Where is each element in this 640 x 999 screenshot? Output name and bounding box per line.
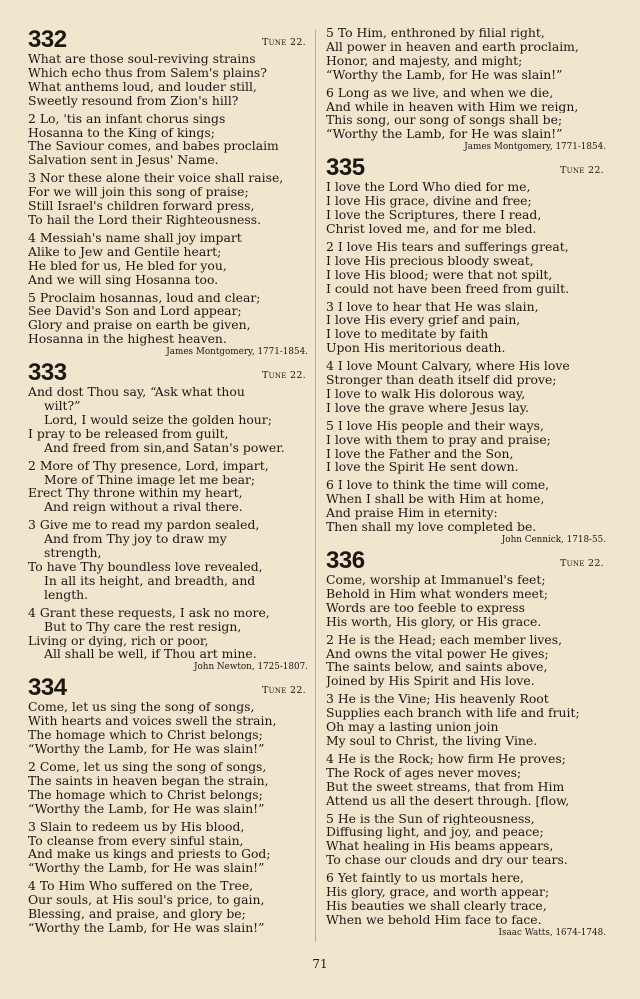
verse: [28, 518, 308, 601]
hymn: [28, 359, 308, 672]
verse-line: I love the Scriptures, there I read,: [326, 208, 542, 222]
verse-line: 6 Yet faintly to us mortals here,: [326, 871, 524, 886]
hymn: [28, 674, 308, 935]
verse-line: Lord, I would seize the golden hour;: [44, 412, 272, 427]
verse-line: And praise Him in eternity:: [326, 506, 498, 521]
tune-label: Tune 22.: [560, 165, 604, 177]
hymn-header: [326, 154, 606, 180]
verse-line: The Rock of ages never moves;: [326, 765, 522, 780]
verse-line: And owns the vital power He gives;: [326, 646, 549, 661]
verse-line: Still Israel's children forward press,: [28, 199, 255, 213]
author-credit: James Montgomery, 1771-1854.: [166, 347, 308, 358]
verse-line: Behold in Him what wonders meet;: [326, 586, 549, 601]
verse-line: Hosanna in the highest heaven.: [28, 332, 227, 347]
verse: [326, 812, 606, 868]
verse-line: All power in heaven and earth proclaim,: [326, 39, 579, 54]
column-divider: [315, 30, 316, 942]
verse: [326, 180, 606, 236]
verse-line: Stronger than death itself did prove;: [326, 373, 557, 387]
verse-line: And make us kings and priests to God;: [28, 847, 271, 862]
verse-line: Blessing, and praise, and glory be;: [28, 907, 246, 921]
verse-line: Living or dying, rich or poor,: [28, 633, 209, 648]
verse-line: His beauties we shall clearly trace,: [326, 898, 547, 913]
verse: [28, 760, 308, 816]
verse-line: 2 More of Thy presence, Lord, impart,: [28, 458, 269, 473]
verse-line: Which echo thus from Salem's plains?: [28, 65, 267, 80]
tune-label: Tune 22.: [262, 37, 306, 48]
verse-line: I love His blood; were that not spilt,: [326, 267, 553, 282]
verse-line: He bled for us, He bled for you,: [28, 258, 227, 273]
hymn: [28, 26, 308, 357]
hymn-number: 333: [28, 359, 67, 387]
verse-line: 2 Come, let us sing the song of songs,: [28, 759, 267, 774]
verse-line: In all its height, and breadth, and: [44, 573, 256, 588]
tune-label: Tune 22.: [262, 685, 306, 697]
verse-line: I love the grave where Jesus lay.: [326, 400, 529, 415]
verse-line: 6 Long as we live, and when we die,: [326, 85, 554, 100]
verse-line: I love to walk His dolorous way,: [326, 386, 526, 401]
author-credit: John Newton, 1725-1807.: [193, 662, 308, 673]
verse-line: My soul to Christ, the living Vine.: [326, 733, 538, 748]
verse-line: For we will join this song of praise;: [28, 185, 249, 200]
verse-line: The homage which to Christ belongs;: [28, 787, 263, 802]
hymn-header: [28, 26, 308, 52]
hymn: [326, 547, 606, 938]
verse-line: 4 Messiah's name shall joy impart: [28, 230, 242, 245]
verse-line: “Worthy the Lamb, for He was slain!”: [326, 127, 563, 142]
verse-line: And dost Thou say, “Ask what thou: [28, 385, 245, 400]
verse-line: 4 To Him Who suffered on the Tree,: [28, 879, 254, 894]
hymn: [326, 154, 606, 545]
verse: [326, 478, 606, 534]
verse: [326, 86, 606, 142]
verse-line: “Worthy the Lamb, for He was slain!”: [28, 801, 265, 816]
verse: [326, 359, 606, 415]
verse-line: Honor, and majesty, and might;: [326, 53, 523, 68]
verse-line: 5 Proclaim hosannas, loud and clear;: [28, 290, 261, 305]
verse-line: What are those soul-reviving strains: [28, 52, 256, 66]
verse-line: 5 I love His people and their ways,: [326, 418, 544, 433]
verse-line: I love the Lord Who died for me,: [326, 180, 531, 195]
verse-line: 4 He is the Rock; how firm He proves;: [326, 751, 566, 766]
verse-line: Hosanna to the King of kings;: [28, 125, 215, 140]
tune-label: Tune 22.: [560, 558, 604, 569]
author-credit: John Cennick, 1718-55.: [501, 535, 606, 545]
verse-line: And we will sing Hosanna too.: [28, 272, 219, 287]
verse-line: Joined by His Spirit and His love.: [326, 674, 535, 689]
verse-line: All shall be well, if Thou art mine.: [44, 647, 257, 662]
verse-line: “Worthy the Lamb, for He was slain!”: [28, 742, 265, 756]
verse-line: Come, let us sing the song of songs,: [28, 700, 255, 715]
verse-line: 4 I love Mount Calvary, where His love: [326, 359, 570, 374]
verse-line: 3 Give me to read my pardon sealed,: [28, 518, 260, 533]
verse-line: I love His precious bloody sweat,: [326, 253, 534, 268]
verse-line: To cleanse from every sinful stain,: [28, 833, 244, 848]
right-column: [326, 26, 606, 940]
verse-line: And reign without a rival there.: [44, 500, 243, 515]
verse-line: 3 I love to hear that He was slain,: [326, 299, 539, 314]
verse-line: I could not have been freed from guilt.: [326, 281, 570, 296]
verse-line: What healing in His beams appears,: [326, 839, 554, 854]
verse: [28, 820, 308, 876]
verse-line: Attend us all the desert through. [flow,: [326, 793, 570, 808]
verse: [28, 231, 308, 287]
verse-line: I love the Spirit He sent down.: [326, 460, 519, 475]
verse-line: Then shall my love completed be.: [326, 520, 537, 534]
verse-line: To have Thy boundless love revealed,: [28, 560, 263, 574]
verse-line: Salvation sent in Jesus' Name.: [28, 153, 219, 168]
verse-line: What anthems loud, and louder still,: [28, 79, 257, 94]
verse-line: Oh may a lasting union join: [326, 720, 499, 734]
verse-line: And freed from sin,and Satan's power.: [44, 440, 285, 455]
verse-line: “Worthy the Lamb, for He was slain!”: [326, 67, 563, 82]
verse: [28, 385, 308, 455]
verse-line: 4 Grant these requests, I ask no more,: [28, 605, 270, 620]
verse-line: I pray to be released from guilt,: [28, 426, 229, 441]
verse-line: Sweetly resound from Zion's hill?: [28, 93, 239, 108]
verse-line: I love to meditate by faith: [326, 327, 489, 342]
verse: [326, 240, 606, 296]
verse-line: Glory and praise on earth be given,: [28, 318, 251, 333]
verse: [28, 879, 308, 935]
author-credit: Isaac Watts, 1674-1748.: [498, 927, 606, 938]
hymn-number: 335: [326, 154, 365, 182]
verse-line: 5 To Him, enthroned by filial right,: [326, 26, 545, 40]
tune-label: Tune 22.: [262, 370, 306, 382]
verse: [28, 606, 308, 662]
verse: [326, 300, 606, 356]
verse-line: Christ loved me, and for me bled.: [326, 221, 537, 236]
author-credit: James Montgomery, 1771-1854.: [464, 142, 606, 153]
hymn-number: 336: [326, 547, 365, 574]
verse: [28, 459, 308, 515]
verse: [28, 52, 308, 108]
verse-line: wilt?”: [44, 399, 81, 413]
verse-line: The saints in heaven began the strain,: [28, 773, 269, 788]
verse-line: I love the Father and the Son,: [326, 446, 514, 461]
verse-line: And while in heaven with Him we reign,: [326, 99, 579, 114]
verse: [326, 419, 606, 475]
verse-line: 2 He is the Head; each member lives,: [326, 632, 563, 647]
verse-line: More of Thine image let me bear;: [44, 472, 256, 487]
verse-line: I love His every grief and pain,: [326, 313, 521, 328]
verse: [28, 291, 308, 347]
left-column: [28, 26, 308, 939]
verse-line: But the sweet streams, that from Him: [326, 779, 565, 794]
verse-line: But to Thy care the rest resign,: [44, 619, 242, 634]
hymn: [326, 26, 606, 152]
verse-line: 3 Slain to redeem us by His blood,: [28, 819, 245, 834]
hymn-number: 334: [28, 674, 67, 702]
verse-line: His glory, grace, and worth appear;: [326, 885, 550, 899]
verse-line: strength,: [44, 546, 102, 560]
verse-line: With hearts and voices swell the strain,: [28, 714, 277, 729]
verse-line: 5 He is the Sun of righteousness,: [326, 811, 535, 826]
verse-line: Diffusing light, and joy, and peace;: [326, 825, 544, 840]
verse-line: Come, worship at Immanuel's feet;: [326, 573, 546, 587]
verse-line: The Saviour comes, and babes proclaim: [28, 139, 279, 154]
verse: [326, 871, 606, 927]
verse: [326, 573, 606, 629]
verse-line: 2 I love His tears and sufferings great,: [326, 239, 569, 254]
verse-line: 2 Lo, 'tis an infant chorus sings: [28, 111, 226, 126]
verse-line: I love with them to pray and praise;: [326, 432, 551, 447]
verse-line: To chase our clouds and dry our tears.: [326, 853, 568, 868]
verse-line: Upon His meritorious death.: [326, 341, 506, 356]
verse-line: Words are too feeble to express: [326, 600, 525, 615]
verse-line: Erect Thy throne within my heart,: [28, 486, 243, 501]
verse-line: 6 I love to think the time will come,: [326, 478, 550, 493]
verse: [28, 700, 308, 756]
verse: [28, 171, 308, 227]
verse-line: Our souls, at His soul's price, to gain,: [28, 893, 265, 908]
verse-line: His worth, His glory, or His grace.: [326, 614, 542, 629]
verse-line: The saints below, and saints above,: [326, 660, 548, 675]
verse-line: “Worthy the Lamb, for He was slain!”: [28, 861, 265, 876]
verse: [326, 692, 606, 748]
verse-line: And from Thy joy to draw my: [44, 532, 227, 547]
verse-line: Supplies each branch with life and fruit;: [326, 706, 580, 721]
verse: [326, 26, 606, 82]
verse: [326, 752, 606, 808]
verse-line: The homage which to Christ belongs;: [28, 728, 263, 743]
verse-line: “Worthy the Lamb, for He was slain!”: [28, 920, 265, 935]
verse-line: 3 Nor these alone their voice shall raise,: [28, 171, 284, 186]
verse: [326, 633, 606, 689]
verse: [28, 112, 308, 168]
verse-line: See David's Son and Lord appear;: [28, 304, 242, 319]
verse-line: Alike to Jew and Gentile heart;: [28, 244, 222, 259]
hymn-header: [28, 359, 308, 385]
page-number: 71: [312, 957, 328, 971]
hymn-header: [28, 674, 308, 700]
hymn-number: 332: [28, 26, 67, 53]
verse-line: I love His grace, divine and free;: [326, 194, 532, 209]
verse-line: This song, our song of songs shall be;: [326, 113, 563, 128]
verse-line: length.: [44, 587, 89, 602]
verse-line: When I shall be with Him at home,: [326, 492, 545, 507]
verse-line: When we behold Him face to face.: [326, 912, 542, 927]
hymn-header: [326, 547, 606, 573]
verse-line: To hail the Lord their Righteousness.: [28, 212, 262, 227]
verse-line: 3 He is the Vine; His heavenly Root: [326, 692, 549, 707]
